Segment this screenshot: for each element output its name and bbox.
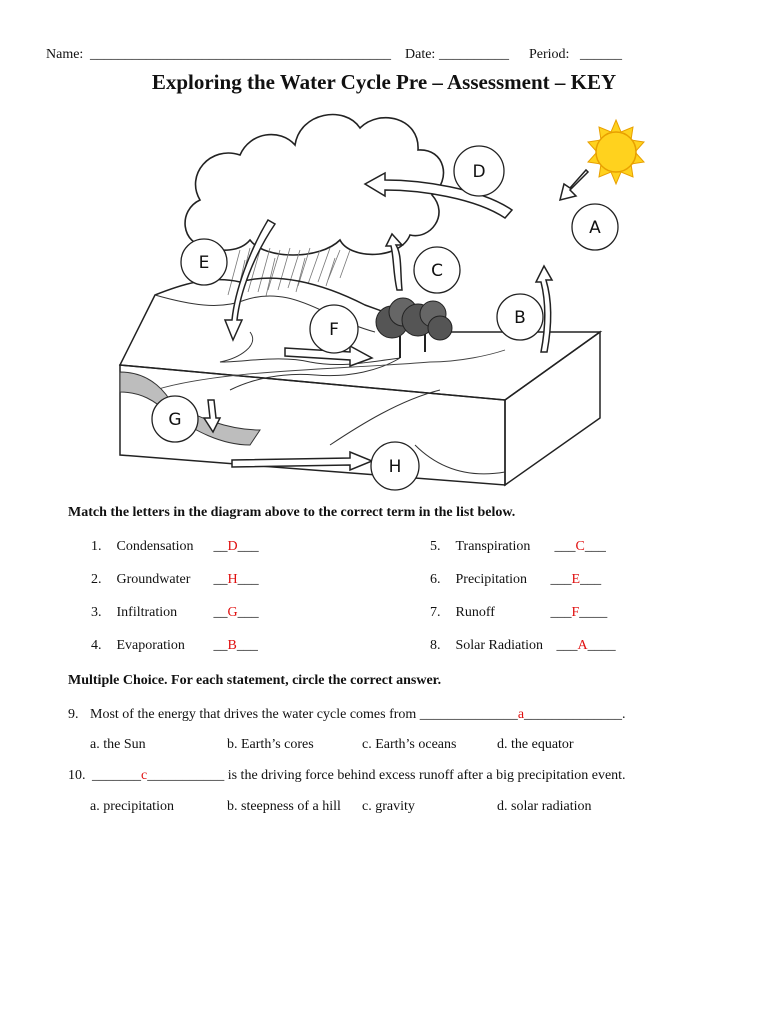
label-h: H <box>388 457 402 477</box>
callout-b <box>497 294 543 340</box>
name-field[interactable]: ___________________________________________ <box>90 47 391 62</box>
question-blank-pre: _______ <box>92 768 141 783</box>
q10-option-b[interactable]: b. steepness of a hill <box>227 799 341 814</box>
answer-key: A <box>577 638 588 653</box>
period-label: Period: <box>529 47 570 62</box>
block-side-face <box>505 332 600 485</box>
item-number: 3. <box>91 605 102 620</box>
item-term: Condensation <box>116 539 194 554</box>
label-f: F <box>329 320 339 340</box>
item-number: 6. <box>430 572 441 587</box>
page-title: Exploring the Water Cycle Pre – Assessment – KEY <box>151 70 617 94</box>
callout-f <box>310 305 358 353</box>
match-item-runoff <box>430 605 607 621</box>
match-item-solar-radiation <box>430 638 616 654</box>
label-b: B <box>514 308 526 328</box>
answer-blank-post: ___ <box>237 572 259 587</box>
sun-icon <box>588 120 644 184</box>
item-number: 2. <box>91 572 102 587</box>
answer-key: E <box>571 572 581 587</box>
answer-blank-pre: ___ <box>556 638 578 653</box>
match-item-condensation <box>91 539 259 555</box>
item-number: 8. <box>430 638 441 653</box>
trees <box>376 298 452 358</box>
answer-blank-post: ____ <box>587 638 616 653</box>
water-cycle-diagram <box>100 100 660 500</box>
q9-option-d[interactable]: d. the equator <box>497 737 574 752</box>
item-term: Precipitation <box>455 572 528 587</box>
answer-blank-post: ____ <box>579 605 608 620</box>
answer-blank-pre: ___ <box>550 605 572 620</box>
answer-blank-pre: __ <box>213 572 228 587</box>
answer-key: c <box>141 768 148 783</box>
item-term: Evaporation <box>116 638 185 653</box>
label-c: C <box>431 261 443 281</box>
label-d: D <box>472 162 486 182</box>
match-item-evaporation <box>91 638 258 654</box>
callout-c <box>414 247 460 293</box>
match-item-precipitation <box>430 572 601 588</box>
item-number: 5. <box>430 539 441 554</box>
multiple-choice-instructions: Multiple Choice. For each statement, circle the correct answer. <box>68 673 442 688</box>
item-term: Infiltration <box>116 605 178 620</box>
answer-blank-pre: __ <box>213 605 228 620</box>
answer-blank-post: ___ <box>580 572 602 587</box>
aquifer-curve <box>415 445 505 474</box>
answer-key: C <box>575 539 585 554</box>
answer-blank-post: ___ <box>237 605 259 620</box>
solar-radiation-arrow <box>560 170 588 200</box>
answer-key: B <box>227 638 237 653</box>
answer-blank-post: ___ <box>236 638 258 653</box>
question-number: 10. <box>68 768 86 783</box>
question-text-end: ______________. <box>524 707 626 722</box>
answer-key: H <box>227 572 238 587</box>
q10-option-d[interactable]: d. solar radiation <box>497 799 592 814</box>
answer-key: D <box>227 539 238 554</box>
groundwater-layer <box>330 390 440 445</box>
item-term: Transpiration <box>455 539 531 554</box>
answer-blank-pre: ___ <box>550 572 572 587</box>
label-e: E <box>198 253 210 273</box>
label-g: G <box>168 410 182 430</box>
question-number: 9. <box>68 707 79 722</box>
q10-option-c[interactable]: c. gravity <box>362 799 415 814</box>
matching-instructions: Match the letters in the diagram above to the correct term in the list below. <box>68 505 516 520</box>
item-number: 7. <box>430 605 441 620</box>
question-9 <box>68 707 626 723</box>
callout-a <box>572 204 618 250</box>
answer-blank-pre: __ <box>213 638 228 653</box>
q10-option-a[interactable]: a. precipitation <box>90 799 174 814</box>
match-item-groundwater <box>91 572 259 588</box>
answer-key: G <box>227 605 238 620</box>
question-10 <box>68 768 626 784</box>
period-field[interactable]: ______ <box>580 47 622 62</box>
date-label: Date: <box>405 47 436 62</box>
question-text: Most of the energy that drives the water cycle comes from ______________ <box>90 707 518 722</box>
groundwater-arrow <box>232 452 372 470</box>
item-number: 4. <box>91 638 102 653</box>
item-term: Solar Radiation <box>455 638 543 653</box>
answer-key: a <box>517 707 525 722</box>
label-a: A <box>589 218 601 238</box>
river-channel <box>220 332 400 390</box>
transpiration-arrow <box>386 234 402 290</box>
match-item-transpiration <box>430 539 606 555</box>
item-term: Groundwater <box>116 572 191 587</box>
callout-g <box>152 396 198 442</box>
item-number: 1. <box>91 539 102 554</box>
callout-e <box>181 239 227 285</box>
answer-blank-pre: __ <box>213 539 228 554</box>
date-field[interactable]: __________ <box>439 47 509 62</box>
q9-option-a[interactable]: a. the Sun <box>90 737 146 752</box>
callout-d <box>454 146 504 196</box>
match-item-infiltration <box>91 605 259 621</box>
item-term: Runoff <box>455 605 495 620</box>
answer-key: F <box>571 605 580 620</box>
answer-blank-pre: ___ <box>554 539 576 554</box>
name-label: Name: <box>46 47 84 62</box>
answer-blank-post: ___ <box>237 539 259 554</box>
q9-option-b[interactable]: b. Earth’s cores <box>227 737 314 752</box>
answer-blank-post: ___ <box>584 539 606 554</box>
question-text: ___________ is the driving force behind excess runoff after a big precipitation event. <box>147 768 626 783</box>
q9-option-c[interactable]: c. Earth’s oceans <box>362 737 457 752</box>
callout-h <box>371 442 419 490</box>
